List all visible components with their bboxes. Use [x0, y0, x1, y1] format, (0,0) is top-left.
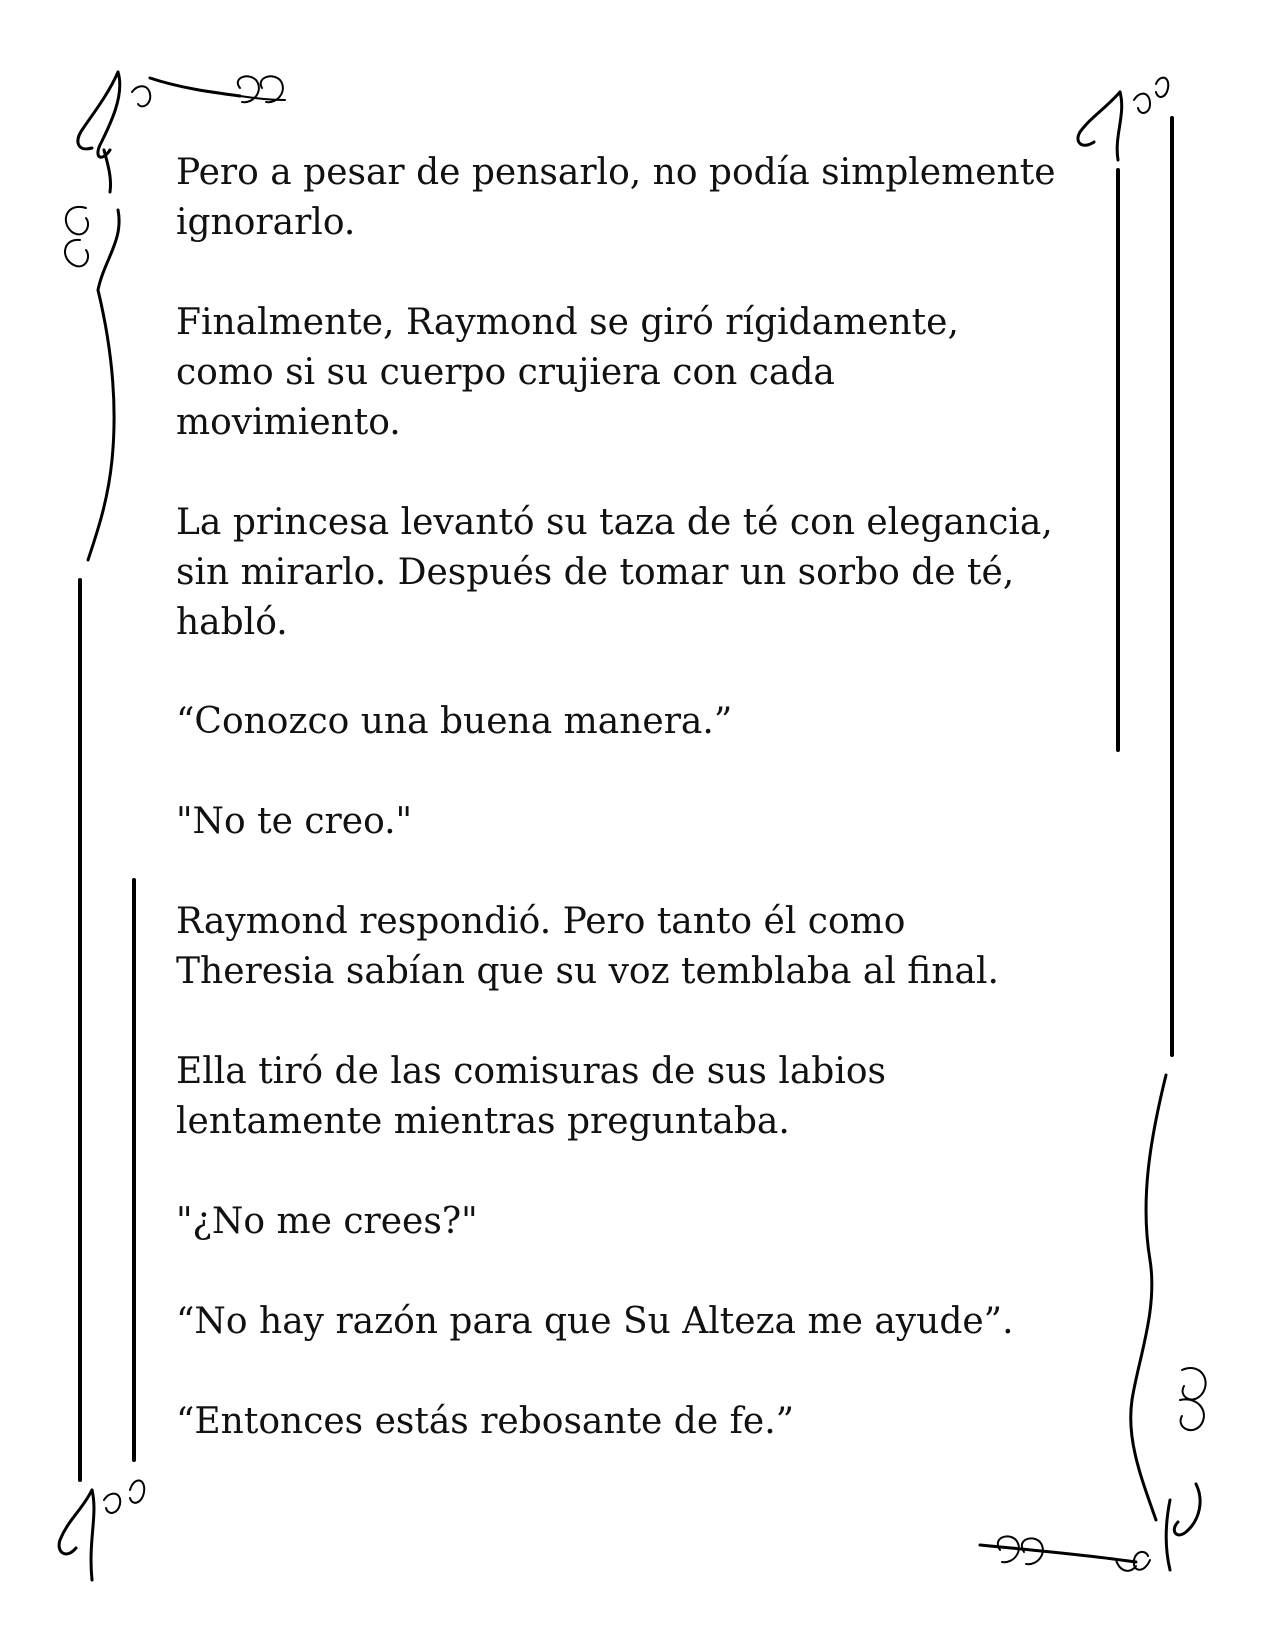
paragraph: Ella tiró de las comisuras de sus labios lentamente mientras preguntaba. — [176, 1051, 886, 1142]
paragraph: La princesa levantó su taza de té con elegancia, sin mirarlo. Después de tomar un sorbo de té, habló. — [176, 502, 1053, 643]
paragraph: Pero a pesar de pensarlo, no podía simplemente ignorarlo. — [176, 152, 1056, 243]
paragraph: Raymond respondió. Pero tanto él como Theresia sabían que su voz temblaba al final. — [176, 901, 999, 992]
paragraph: "No te creo." — [176, 801, 413, 842]
paragraph: “Entonces estás rebosante de fe.” — [176, 1401, 795, 1442]
paragraph: "¿No me crees?" — [176, 1201, 478, 1242]
paragraph: Finalmente, Raymond se giró rígidamente, como si su cuerpo crujiera con cada movimiento. — [176, 302, 959, 443]
paragraph: “Conozco una buena manera.” — [176, 701, 733, 742]
paragraph: “No hay razón para que Su Alteza me ayude”. — [176, 1301, 1014, 1342]
